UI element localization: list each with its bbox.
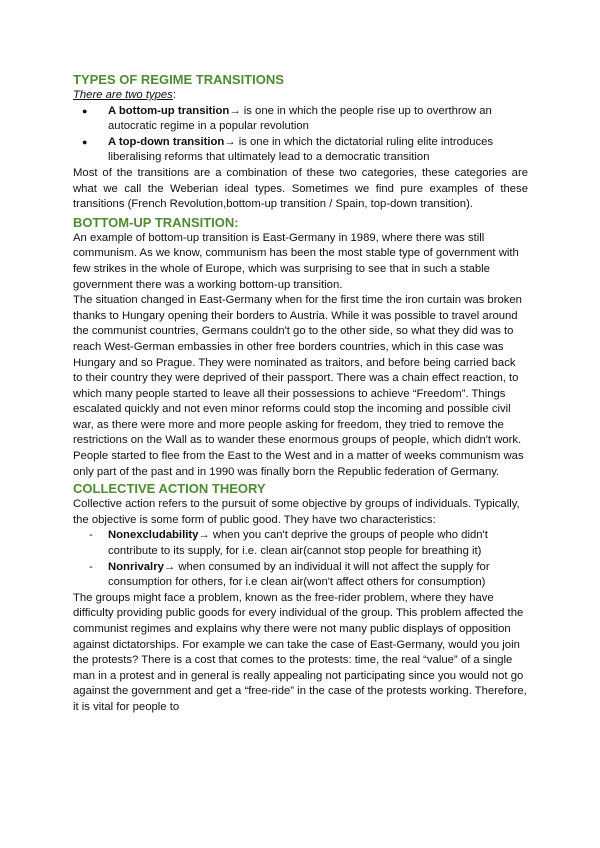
term: A top-down transition	[108, 135, 225, 148]
intro-suffix: :	[172, 89, 176, 101]
arrow-icon: →	[224, 135, 236, 148]
arrow-icon: →	[198, 529, 210, 542]
term: Nonexcludability	[108, 529, 199, 542]
list-item	[89, 560, 528, 591]
definition: is one in which the people rise up to overthrow an autocratic regime in a popular revolution	[108, 104, 492, 133]
characteristics-list	[73, 528, 528, 590]
intro-line	[73, 88, 528, 104]
term: Nonrivalry	[108, 560, 164, 573]
list-item	[82, 104, 528, 135]
paragraph: Most of the transitions are a combination of these two categories, these categories are what we call the Weberian ideal types. Sometimes we find pure examples of these transitions (French Revolution,bottom-up transition / Spain, top-down transition).	[73, 166, 528, 211]
term: A bottom-up transition	[108, 104, 230, 117]
paragraph: Collective action refers to the pursuit of some objective by groups of individuals. Typically, the objective is some form of public good. They have two characteristics:	[73, 498, 520, 526]
paragraph: The groups might face a problem, known as the free-rider problem, where they have difficulty providing public goods for every individual of the group. This problem affected the communist regimes and explains why there were not many public displays of opposition against dictatorships. For example we can take the case of East-Germany, would you join the protests? There is a cost that comes to the protests: time, the real “value” of a single man in a protest and in general is really appealing not participating since you would not go against the government and get a “free-ride” in the case of the protests working. Therefore, it is vital for people to	[73, 591, 527, 713]
section-heading-bottom-up: BOTTOM-UP TRANSITION:	[73, 214, 239, 230]
document-page	[73, 71, 528, 716]
list-item	[82, 135, 528, 166]
definition: when consumed by an individual it will not affect the supply for consumption for others, for i.e clean air(won't affect others for consumption)	[108, 560, 490, 589]
arrow-icon: →	[163, 560, 176, 573]
list-item	[89, 528, 528, 559]
paragraph: An example of bottom-up transition is East-Germany in 1989, where there was still communism. As we know, communism has been the most stable type of government with few strikes in the whole of Europe, which was surprising to see that in such a stable government there was a working bottom-up transition.	[73, 231, 519, 291]
dash-marker: -	[89, 560, 93, 573]
transition-types-list	[73, 104, 528, 166]
paragraph: The situation changed in East-Germany when for the first time the iron curtain was broken thanks to Hungary opening their borders to Austria. While it was possible to travel around the communist countries, Germans couldn't go to the other side, so what they did was to reach West-German embassies in other free borders countries, which in this case was Hungary and so Prague. They were nominated as traitors, and before being carried back to their country they were deprived of their passport. There was a chain effect reaction, to which many people started to leave all their possessions to achieve “Freedom”. Things escalated quickly and not even minor reforms could stop the incoming and possible civil war, as there were more and more people asking for freedom, they tried to remove the restrictions on the Wall as to wander these enormous groups of people, which didn't work. People started to flee from the East to the West and in a matter of weeks communism was only part of the past and in 1990 was finally born the Republic federation of Germany.	[73, 294, 524, 478]
definition: is one in which the dictatorial ruling elite introduces liberalising reforms that ultimately lead to a democratic transition	[108, 135, 494, 164]
intro-text: There are two types	[73, 89, 173, 101]
bullet-icon: ●	[82, 105, 88, 116]
arrow-icon: →	[229, 104, 241, 117]
section-heading-collective-action: COLLECTIVE ACTION THEORY	[73, 481, 266, 497]
section-heading-regime-transitions: TYPES OF REGIME TRANSITIONS	[73, 72, 284, 87]
dash-marker: -	[89, 529, 93, 542]
bullet-icon: ●	[82, 136, 88, 147]
definition: when you can't deprive the groups of people who didn't contribute to its supply, for i.e. clean air(cannot stop people for breathing it)	[108, 529, 488, 558]
